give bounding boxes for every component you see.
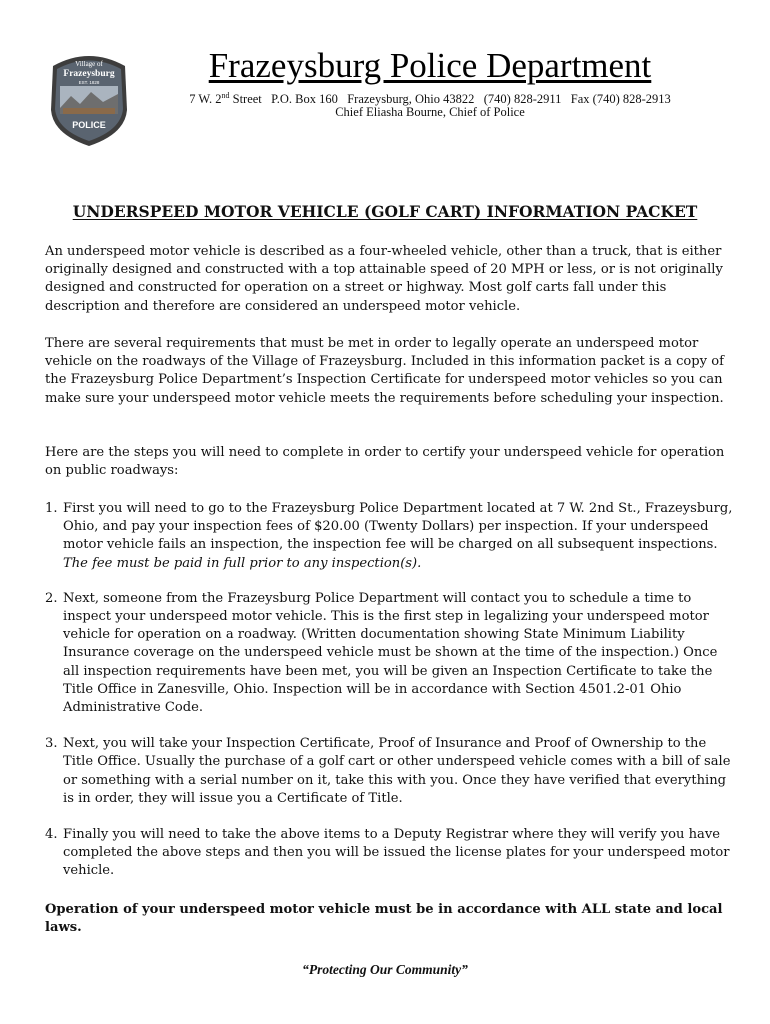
step-number: 3. <box>45 736 58 752</box>
steps-list <box>45 500 735 881</box>
department-address: 7 W. 2nd Street P.O. Box 160 Frazeysburg, Ohio 43822 (740) 828-2911 Fax (740) 828-2913 <box>189 91 671 107</box>
fee-note: The fee must be paid in full prior to any inspection(s). <box>63 555 422 571</box>
logo-line-4: POLICE <box>72 120 106 130</box>
steps-intro-paragraph: Here are the steps you will need to complete in order to certify your underspeed vehicle for operation on public roadways: <box>45 445 725 479</box>
department-name: Frazeysburg Police Department <box>208 46 652 85</box>
step-number: 1. <box>45 501 58 516</box>
step-text: Next, you will take your Inspection Certificate, Proof of Insurance and Proof of Ownership to the Title Office. Usually the purchase of a golf cart or other underspeed vehicle comes with a bill of sale or something with a serial number on it, take this with you. Once they have verified that everything is in order, they will issue you a Certificate of Title. <box>63 736 731 806</box>
step-3 <box>45 735 735 808</box>
logo-line-1: Village of <box>75 60 103 68</box>
intro-paragraph: An underspeed motor vehicle is described as a four-wheeled vehicle, other than a truck, that is either originally designed and constructed with a top attainable speed of 20 MPH or less, or is not originally designed and constructed for operation on a street or highway. Most golf carts fall under this description and therefore are considered an underspeed motor vehicle. <box>45 244 723 314</box>
step-text: First you will need to go to the Frazeysburg Police Department located at 7 W. 2nd St., Frazeysburg, Ohio, and pay your inspection fees of $20.00 (Twenty Dollars) per inspection. If your underspeed motor vehicle fails an inspection, the inspection fee will be charged on all subsequent inspections. <box>63 501 733 553</box>
step-number: 2. <box>45 590 58 606</box>
chief-of-police: Chief Eliasha Bourne, Chief of Police <box>335 105 525 119</box>
step-text: Next, someone from the Frazeysburg Police Department will contact you to schedule a time to inspect your underspeed motor vehicle. This is the first step in legalizing your underspeed motor vehicle for operation on a roadway. (Written documentation showing State Minimum Liability Insurance coverage on the underspeed vehicle must be shown at the time of the inspection.) Once all inspection requirements have been met, you will be given an Inspection Certificate to take the Title Office in Zanesville, Ohio. Inspection will be in accordance with Section 4501.2-01 Ohio Administrative Code. <box>63 590 718 716</box>
step-text: Finally you will need to take the above items to a Deputy Registrar where they will verify you have completed the above steps and then you will be issued the license plates for your underspeed motor vehicle. <box>63 827 730 879</box>
requirements-paragraph: There are several requirements that must be met in order to legally operate an underspeed motor vehicle on the roadways of the Village of Frazeysburg. Included in this information packet is a copy of the Frazeysburg Police Department’s Inspection Certificate for underspeed motor vehicles so you can make sure your underspeed motor vehicle meets the requirements before scheduling your inspection. <box>45 336 724 406</box>
step-4 <box>45 826 735 881</box>
department-motto: “Protecting Our Community” <box>302 962 468 977</box>
logo-line-2: Frazeysburg <box>63 69 115 79</box>
packet-title: UNDERSPEED MOTOR VEHICLE (GOLF CART) INFORMATION PACKET <box>72 202 698 221</box>
logo-line-3: EST. 1828 <box>78 80 100 85</box>
police-badge-logo <box>47 48 131 148</box>
closing-statement: Operation of your underspeed motor vehicle must be in accordance with ALL state and local laws. <box>45 902 723 936</box>
step-2 <box>45 590 735 717</box>
step-1 <box>45 500 735 573</box>
step-number: 4. <box>45 827 58 843</box>
